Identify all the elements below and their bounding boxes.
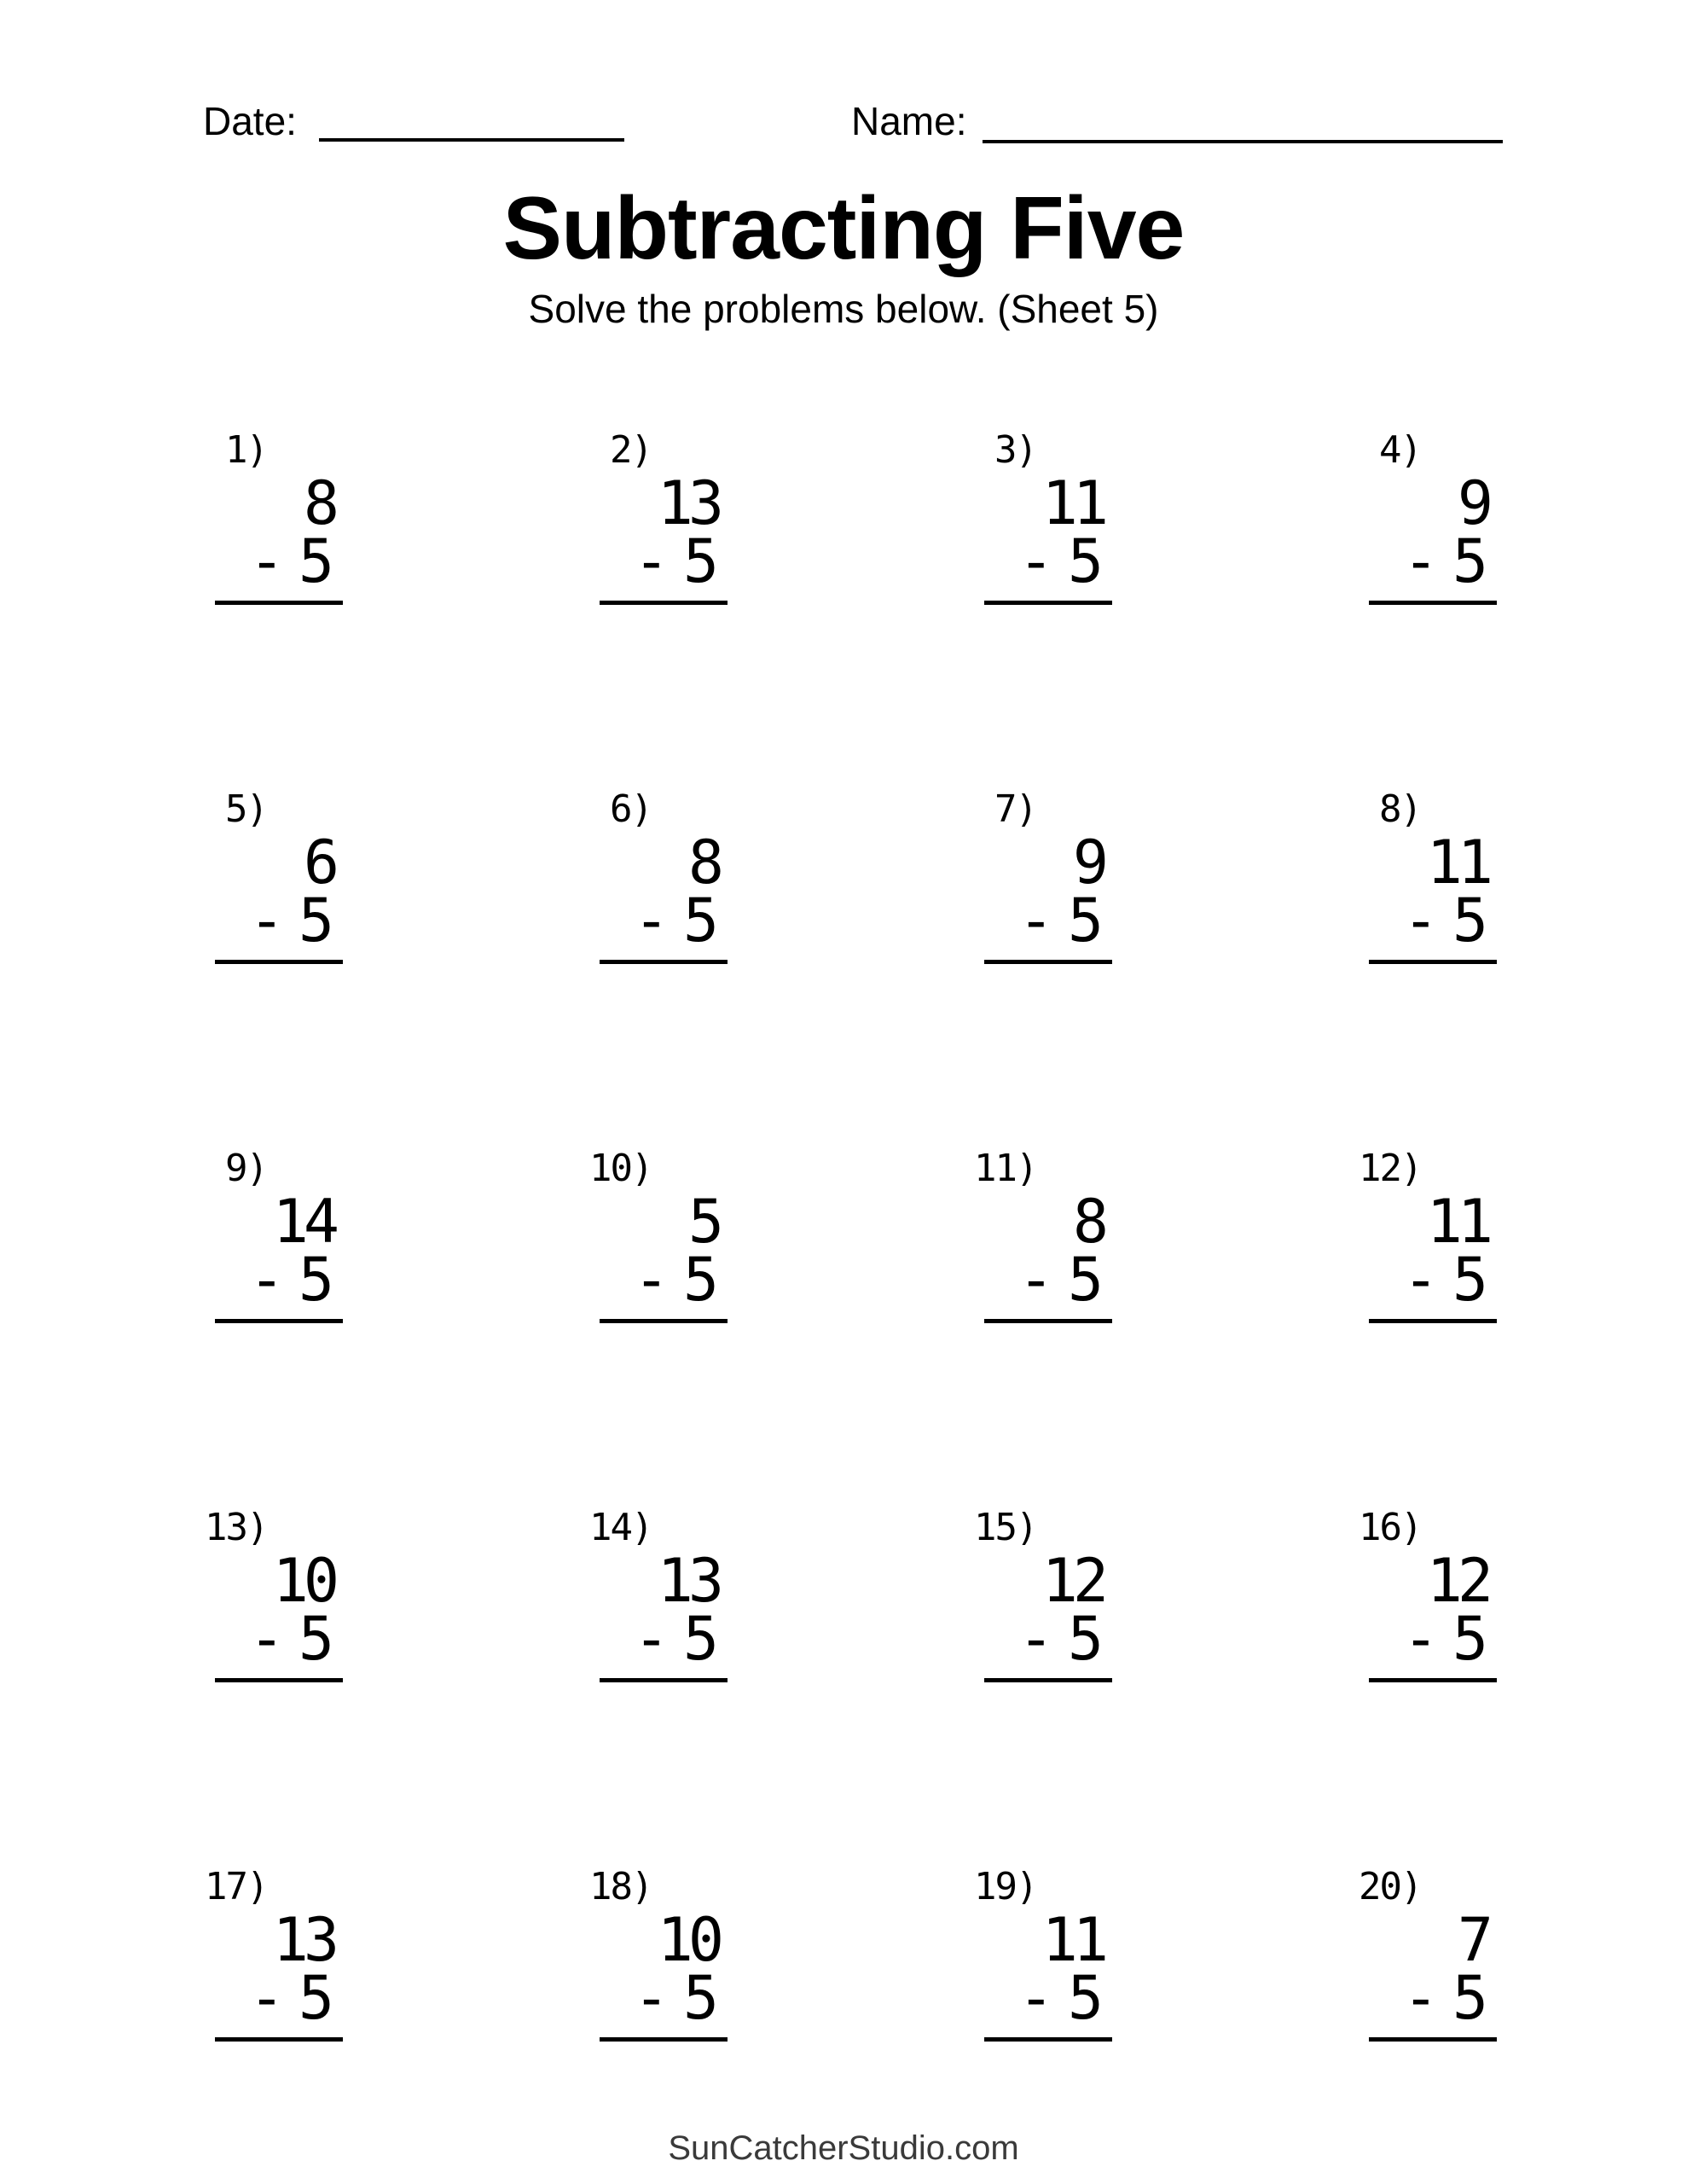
subtraction-row [984,526,1112,596]
subtraction-row [984,1963,1112,2033]
subtrahend: 5 [682,886,719,956]
problem-number: 20) [1359,1865,1422,1908]
minuend: 12 [1426,1546,1488,1616]
minus-operator: - [248,1245,285,1315]
problem-number: 4) [1379,428,1421,472]
subtraction-row [215,526,343,596]
subtrahend: 5 [1452,526,1488,596]
problem-cell [1359,1145,1497,1323]
subtraction-row [1369,526,1497,596]
problem-cell [1359,1863,1497,2042]
answer-line[interactable] [1369,960,1497,964]
minuend: 11 [1426,1187,1488,1257]
minus-operator: - [633,1604,670,1674]
answer-line[interactable] [600,1319,728,1323]
subtrahend: 5 [1067,1245,1104,1315]
problem-cell [1369,786,1497,964]
subtrahend: 5 [682,1604,719,1674]
minuend: 8 [1072,1187,1104,1257]
minus-operator: - [1017,1245,1054,1315]
minus-operator: - [1017,1963,1054,2033]
minus-operator: - [1017,886,1054,956]
subtraction-row [600,1963,728,2033]
subtrahend: 5 [1452,1604,1488,1674]
minuend: 14 [272,1187,334,1257]
subtrahend: 5 [682,1245,719,1315]
problem-cell [974,1863,1112,2042]
subtraction-row [984,1604,1112,1674]
problem-number: 6) [610,787,652,831]
subtrahend: 5 [298,526,334,596]
minus-operator: - [633,526,670,596]
page-title: Subtracting Five [502,179,1185,278]
subtrahend: 5 [1067,526,1104,596]
answer-line[interactable] [600,960,728,964]
problem-number: 15) [974,1506,1037,1549]
problem-number: 13) [205,1506,268,1549]
answer-line[interactable] [984,1319,1112,1323]
subtrahend: 5 [298,886,334,956]
subtraction-row [1369,1245,1497,1315]
problem-cell [600,427,728,605]
problem-cell [589,1504,728,1682]
subtraction-row [215,886,343,956]
footer-site-text: SunCatcherStudio.com [668,2129,1019,2167]
minuend: 8 [687,828,719,897]
minus-operator: - [1402,886,1439,956]
problem-cell [589,1145,728,1323]
problem-cell [205,1863,343,2042]
problem-number: 12) [1359,1147,1422,1190]
answer-line[interactable] [984,1678,1112,1682]
page-subtitle: Solve the problems below. (Sheet 5) [528,287,1159,331]
minuend: 13 [657,468,719,538]
answer-line[interactable] [984,960,1112,964]
minuend: 10 [657,1905,719,1975]
answer-line[interactable] [215,1319,343,1323]
date-fill-in-line[interactable] [319,109,624,142]
minuend: 10 [272,1546,334,1616]
subtrahend: 5 [1452,886,1488,956]
minuend: 11 [1041,1905,1104,1975]
minus-operator: - [248,1963,285,2033]
problem-cell [984,427,1112,605]
problem-number: 14) [589,1506,652,1549]
subtraction-row [215,1604,343,1674]
subtrahend: 5 [682,1963,719,2033]
problem-cell [215,427,343,605]
minus-operator: - [1402,1245,1439,1315]
problem-number: 16) [1359,1506,1422,1549]
subtraction-row [1369,886,1497,956]
minus-operator: - [248,886,285,956]
minus-operator: - [633,1245,670,1315]
answer-line[interactable] [1369,601,1497,605]
problem-cell [1359,1504,1497,1682]
minuend: 5 [687,1187,719,1257]
subtraction-row [600,886,728,956]
subtrahend: 5 [1067,886,1104,956]
subtraction-row [984,886,1112,956]
minuend: 9 [1072,828,1104,897]
minuend: 11 [1041,468,1104,538]
problem-number: 19) [974,1865,1037,1908]
answer-line[interactable] [984,2037,1112,2042]
minus-operator: - [1402,1963,1439,2033]
subtraction-row [600,526,728,596]
subtrahend: 5 [1067,1604,1104,1674]
minus-operator: - [633,1963,670,2033]
problem-cell [974,1145,1112,1323]
minuend: 11 [1426,828,1488,897]
minus-operator: - [1017,1604,1054,1674]
answer-line[interactable] [1369,1678,1497,1682]
problem-number: 10) [589,1147,652,1190]
answer-line[interactable] [215,1678,343,1682]
subtraction-row [215,1245,343,1315]
answer-line[interactable] [215,960,343,964]
answer-line[interactable] [1369,1319,1497,1323]
answer-line[interactable] [600,1678,728,1682]
subtraction-row [1369,1604,1497,1674]
subtraction-row [984,1245,1112,1315]
problem-cell [1369,427,1497,605]
minus-operator: - [248,1604,285,1674]
minus-operator: - [1402,1604,1439,1674]
problem-number: 1) [225,428,267,472]
answer-line[interactable] [984,601,1112,605]
problems-grid [205,427,1497,2042]
subtrahend: 5 [298,1963,334,2033]
problem-cell [215,786,343,964]
problem-cell [215,1145,343,1323]
name-label: Name: [851,99,967,143]
subtrahend: 5 [682,526,719,596]
subtrahend: 5 [1452,1245,1488,1315]
problem-cell [984,786,1112,964]
answer-line[interactable] [215,2037,343,2042]
minus-operator: - [633,886,670,956]
problem-cell [589,1863,728,2042]
minuend: 13 [657,1546,719,1616]
minus-operator: - [1402,526,1439,596]
minuend: 8 [303,468,334,538]
problem-number: 17) [205,1865,268,1908]
answer-line[interactable] [1369,2037,1497,2042]
minuend: 13 [272,1905,334,1975]
minuend: 9 [1457,468,1488,538]
subtraction-row [600,1604,728,1674]
minus-operator: - [248,526,285,596]
problem-number: 11) [974,1147,1037,1190]
minuend: 7 [1457,1905,1488,1975]
problem-cell [205,1504,343,1682]
answer-line[interactable] [215,601,343,605]
problem-number: 8) [1379,787,1421,831]
minuend: 12 [1041,1546,1104,1616]
subtrahend: 5 [298,1604,334,1674]
name-fill-in-line[interactable] [983,109,1503,143]
problem-cell [600,786,728,964]
problem-number: 5) [225,787,267,831]
minus-operator: - [1017,526,1054,596]
subtraction-row [215,1963,343,2033]
subtraction-row [1369,1963,1497,2033]
problem-number: 2) [610,428,652,472]
minuend: 6 [303,828,334,897]
subtraction-row [600,1245,728,1315]
answer-line[interactable] [600,601,728,605]
problem-cell [974,1504,1112,1682]
subtrahend: 5 [1452,1963,1488,2033]
date-label: Date: [203,99,297,143]
subtrahend: 5 [1067,1963,1104,2033]
problem-number: 7) [994,787,1036,831]
problem-number: 3) [994,428,1036,472]
answer-line[interactable] [600,2037,728,2042]
problem-number: 9) [225,1147,267,1190]
problem-number: 18) [589,1865,652,1908]
subtrahend: 5 [298,1245,334,1315]
